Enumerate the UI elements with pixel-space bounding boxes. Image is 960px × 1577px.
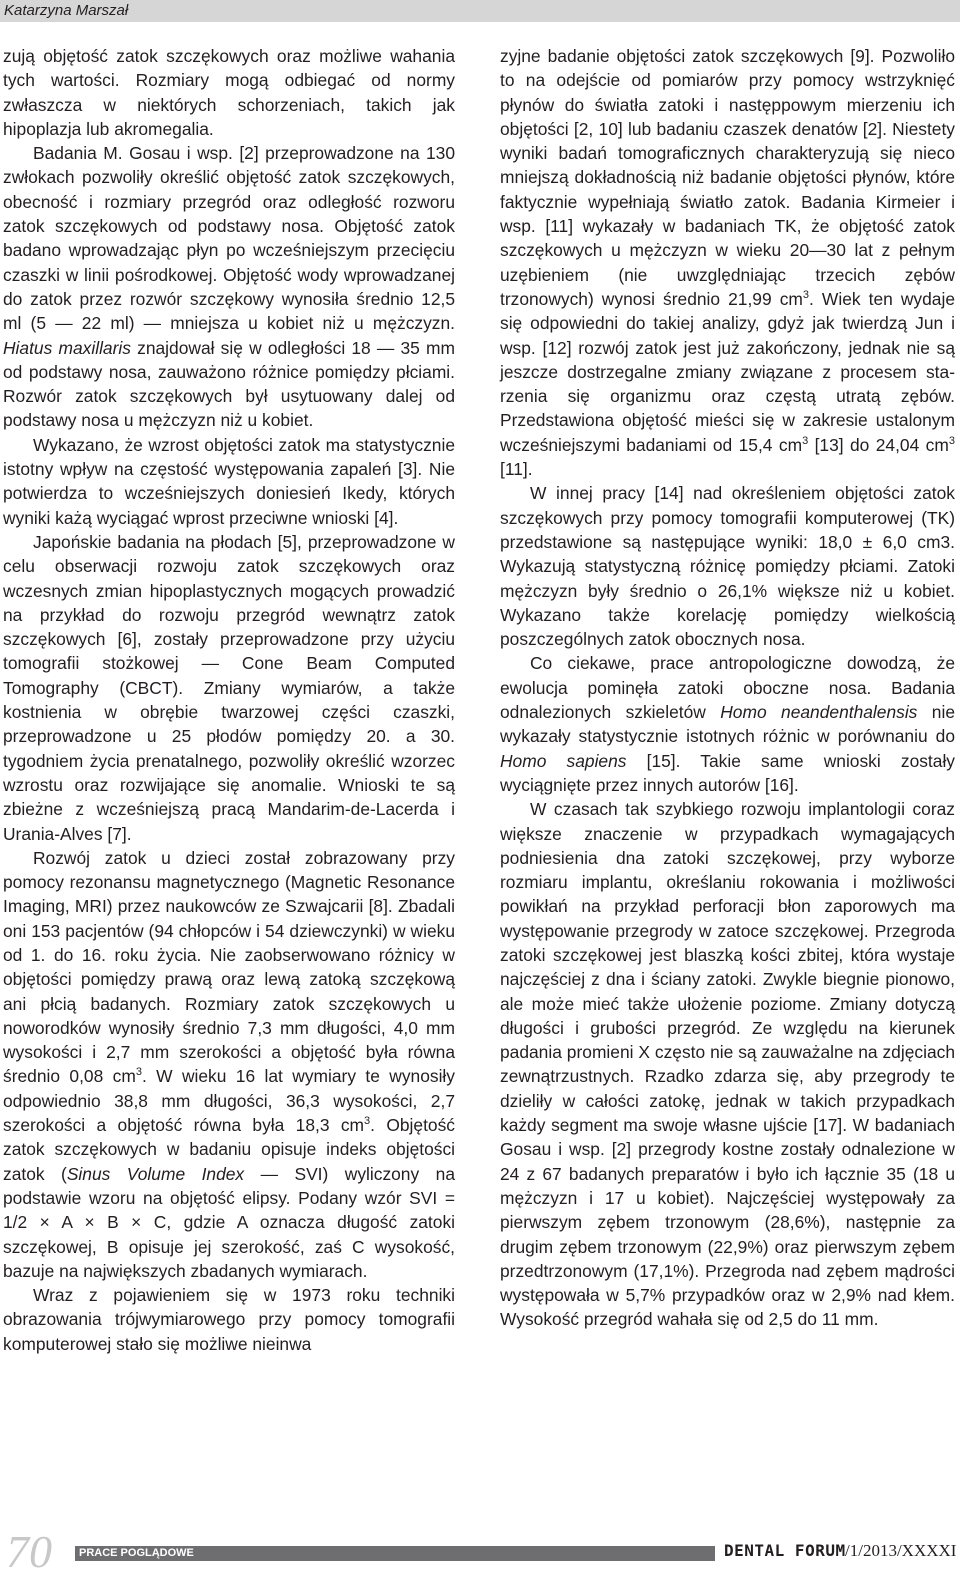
text-run: — SVI) wyliczony na podstawie wzoru na objętość elipsy. Podany wzór SVI = 1/2 × A × B × C, gdzie A oznacza długość zatoki szczękowej, B opisuje jej szerokość, zaś C wysokość, bazuje na największych zbadanych wymiarach. bbox=[3, 1163, 455, 1281]
text-run: zują objętość zatok szczękowych oraz możliwe wahania tych wartości. Rozmiary mogą odbiegać od normy zwłaszcza w niektórych schorzeniach, takich jak hipoplazja lub akromegalia. bbox=[3, 46, 455, 139]
text-run: Rozwój zatok u dzieci został zobrazowany przy pomocy rezonansu magnetycznego (Magnetic Resonance Imaging, MRI) przez naukowców ze Szwajcarii [8]. Zbadali oni 153 pacjentów (94 chłopców i 54 dziewczynki) w wieku od 1. do 16. roku życia. Nie zaobserwowano różnicy w objętości pomiędzy prawą oraz lewą zatoką szczękową ani płcią badanych. Rozmiary zatok szczękowych u noworodków wynosiły średnio 7,3 mm długości, 4,0 mm wysokości i 2,7 mm szerokości a objętość była równa średnio 0,08 cm bbox=[3, 847, 455, 1087]
italic-term: Homo neandenthalensis bbox=[720, 702, 918, 723]
page-number: 70 bbox=[6, 1526, 52, 1577]
issue-number: /1/2013/XXXXI bbox=[845, 1541, 957, 1560]
text-run: [15]. Takie same wnioski zostały wyciągnięte przez innych autorów [16]. bbox=[500, 750, 955, 795]
body-paragraph bbox=[3, 44, 455, 141]
left-column bbox=[3, 44, 455, 1356]
superscript: 3 bbox=[364, 1115, 371, 1128]
text-run: W innej pracy [14] nad określeniem objętości zatok szczękowych przy pomocy tomografii komputerowej (TK) przedstawione są następujące wyniki: 18,0 ± 6,0 cm3. Wykazują statystyczną różnicę pomiędzy płciami. Zatoki mężczyzn były średnio o 26,1% większe niż u kobiet. Wykazano także korelację pomiędzy wielkością poszczególnych zatok obocznych nosa. bbox=[500, 483, 955, 650]
superscript: 3 bbox=[802, 434, 809, 447]
italic-term: Homo sapiens bbox=[500, 750, 627, 771]
superscript: 3 bbox=[802, 289, 810, 302]
section-label: PRACE POGLĄDOWE bbox=[79, 1547, 194, 1559]
body-paragraph bbox=[3, 1283, 455, 1356]
text-run: . Objętość zatok szczękowych w badaniu opisuje indeks objętości zatok ( bbox=[3, 1115, 455, 1184]
italic-term: Hiatus maxillaris bbox=[3, 337, 131, 358]
superscript: 3 bbox=[135, 1066, 142, 1079]
text-run: Japońskie badania na płodach [5], przeprowadzone w celu obserwacji rozwoju zatok szczękowych oraz wczesnych zmian hipoplastycznych mogących prowadzić na przykład do rozwoju przegród wewnątrz zatok szczękowych [6], zostały przeprowadzone przy użyciu tomografii stożkowej — Cone Beam Computed Tomography (CBCT). Zmiany wymiarów, a także kostnienia w obrębie twarzowej części czaszki, przeprowadzone u 25 płodów pomiędzy 20. a 30. tygodniem życia prenatalnego, pozwoliły określić wzorzec wzrostu oraz rozwijające się anomalie. Wnioski te są zbieżne z wcześniejszą pracą Mandarim-de-Lacerda i Urania-Alves [7]. bbox=[3, 531, 455, 844]
body-paragraph bbox=[500, 481, 955, 651]
text-run: zyjne badanie objętości zatok szczękowych [9]. Pozwoliło to na odejście od pomiarów przy pomocy wstrzyknięć płynów do światła zatoki i następpowym mierzeniu ich objętości [2, 10] lub badaniu czaszek denatów [2]. Niestety wyniki badań tomograficznych charakteryzują się nieco mniejszą dokładnością niż badanie objętości płynów, które faktycznie wypełniają światło zatok. Badania Kirmeier i wsp. [11] wykazały w badaniach TK, że objętość zatok szczękowych u mężczyzn w wieku 20—30 lat z pełnym uzębieniem (nie uwzględniając trzecich zębów trzonowych) wynosi średnio 21,99 cm bbox=[500, 46, 955, 309]
text-run: znajdował się w odległości 18 — 35 mm od podstawy nosa, zauważono różnice pomiędzy płciami. Rozwór zatok szczękowych był usytuowany dalej od podstawy nosa u mężczyzn niż u kobiet. bbox=[3, 337, 455, 431]
body-paragraph bbox=[500, 797, 955, 1332]
running-head-author: Katarzyna Marszał bbox=[0, 0, 960, 22]
journal-logo: DENTAL FORUM bbox=[724, 1541, 846, 1560]
text-run: . Wiek ten wydaje się odpowiedni do takiej analizy, gdyż jak twierdzą Jun i wsp. [12] rozwój zatok jest już zakończony, jednak nie są jeszcze dostrzegalne zmiany związane z procesem starzenia się organizmu oraz częstą utratą zębów. Przedstawiona objętość mieści się w zakresie ustalonym wcześniejszymi badaniami od 15,4 cm bbox=[500, 288, 956, 455]
superscript: 3 bbox=[948, 434, 955, 447]
text-run: nie wykazały statystycznie istotnych różnic w porównaniu do bbox=[500, 702, 955, 747]
section-bar bbox=[75, 1546, 715, 1561]
body-paragraph bbox=[3, 530, 455, 846]
text-run: Badania M. Gosau i wsp. [2] przeprowadzone na 130 zwłokach pozwoliły określić objętość zatok szczękowych, obecność i rozmiary przegród oraz odległość rozworu zatok szczękowych od podstawy nosa. Objętość zatok badano wprowadzając płyn po wcześniejszym przecięciu czaszki w linii pośrodkowej. Objętość wody wprowadzanej do zatok przez rozwór szczękowy wynosiła średnio 12,5 ml (5 — 22 ml) — mniejsza u kobiet niż u mężczyzn. bbox=[3, 143, 455, 334]
body-paragraph bbox=[500, 651, 955, 797]
italic-term: Sinus Volume Index bbox=[66, 1163, 245, 1184]
text-run: Wraz z pojawieniem się w 1973 roku techniki obrazowania trójwymiarowego przy pomocy tomografii komputerowej stało się możliwe nieinwa bbox=[3, 1285, 455, 1354]
page-footer bbox=[0, 1522, 960, 1577]
text-run: W czasach tak szybkiego rozwoju implantologii coraz większe znaczenie w przypadkach wymagających podniesienia dna zatoki szczękowej, przy wyborze rozmiaru implantu, określaniu rokowania i możliwości powikłań na przykład perforacji błon zaporowych ma występowanie przegrody w zatoce szczękowej. Przegroda zatoki szczękowej jest blaszką kości zbitej, która wystaje najczęściej z dna i ściany zatoki. Zwykle biegnie pionowo, ale może mieć także ułożenie poziome. Zmiany dotyczą długości i grubości przegród. Ze względu na kierunek padania promieni X często nie są zauważalne na zdjęciach zewnątrzustnych. Rzadko zdarza się, aby przegrody te dzieliły w całości zatokę, jednak w takich przypadkach każdy segment ma swoje własne ujście [17]. W badaniach Gosau i wsp. [2] przegrody kostne zostały odnalezione w 24 z 67 badanych preparatów i było ich łącznie 35 (18 u mężczyzn i 17 u kobiet). Najczęściej występowały za pierwszym zębem trzonowym (28,6%), następnie za drugim zębem trzonowym (22,9%) oraz pierwszym zębem przedtrzonowym (17,1%). Przegroda nad zębem mądrości występowała w 5,7% przypadków oraz w 2,9% nad kłem. Wysokość przegród wahała się od 2,5 do 11 mm. bbox=[500, 799, 955, 1330]
body-paragraph bbox=[3, 433, 455, 530]
body-paragraph bbox=[500, 44, 955, 481]
right-column bbox=[500, 44, 955, 1332]
text-run: Wykazano, że wzrost objętości zatok ma statystycznie istotny wpływ na częstość występowania zapaleń [3]. Nie potwierdza to wcześniejszych doniesień Ikedy, których wyniki każą wyciągać wprost przeciwne wnioski [4]. bbox=[3, 434, 455, 528]
text-run: . W wieku 16 lat wymiary te wynosiły odpowiednio 38,8 mm długości, 36,3 wysokości, 2,7 szerokości a objętość równa była 18,3 cm bbox=[3, 1066, 455, 1136]
text-run: [11]. bbox=[500, 459, 533, 480]
body-paragraph bbox=[3, 846, 455, 1283]
body-paragraph bbox=[3, 141, 455, 433]
text-run: Co ciekawe, prace antropologiczne dowodzą, że ewolucja pominęła zatoki oboczne nosa. Badania odnalezionych szkieletów bbox=[500, 653, 955, 723]
text-run: [13] do 24,04 cm bbox=[808, 434, 949, 455]
